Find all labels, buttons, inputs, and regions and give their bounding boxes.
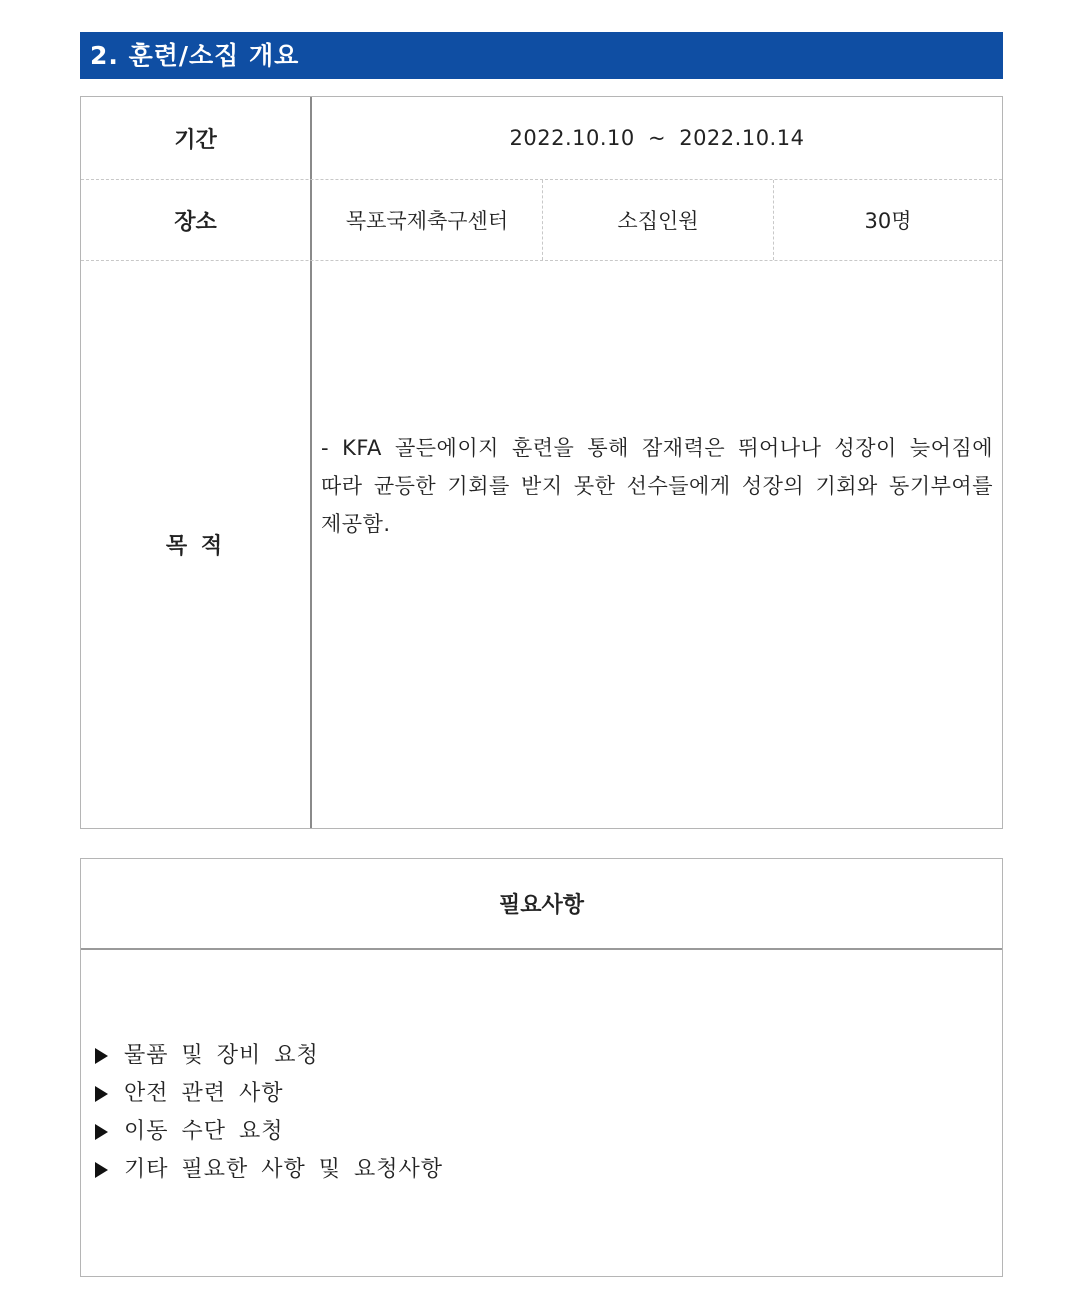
attendees-label: 소집인원 xyxy=(617,209,699,233)
purpose-label: 목 적 xyxy=(165,534,226,559)
requirements-list xyxy=(95,1037,443,1189)
requirements-title: 필요사항 xyxy=(81,859,1002,950)
overview-table xyxy=(80,96,1003,829)
location-label: 장소 xyxy=(174,209,217,235)
location-value: 목포국제축구센터 xyxy=(345,209,509,233)
list-item-label: 이동 수단 요청 xyxy=(124,1119,284,1144)
triangle-bullet-icon xyxy=(95,1162,108,1178)
purpose-text: - KFA 골든에이지 훈련을 통해 잠재력은 뛰어나나 성장이 늦어짐에 따라 균등한 기회를 받지 못한 선수들에게 성장의 기회와 동기부여를 제공함. xyxy=(321,436,993,536)
triangle-bullet-icon xyxy=(95,1086,108,1102)
period-value: 2022.10.10 ~ 2022.10.14 xyxy=(509,126,805,150)
list-item-label: 물품 및 장비 요청 xyxy=(124,1043,319,1068)
list-item xyxy=(95,1151,443,1189)
triangle-bullet-icon xyxy=(95,1124,108,1140)
section-title: 2. 훈련/소집 개요 xyxy=(80,32,1003,79)
list-item-label: 기타 필요한 사항 및 요청사항 xyxy=(124,1157,443,1182)
triangle-bullet-icon xyxy=(95,1048,108,1064)
attendees-value: 30명 xyxy=(864,209,912,233)
list-item xyxy=(95,1037,443,1075)
list-item xyxy=(95,1075,443,1113)
list-item xyxy=(95,1113,443,1151)
list-item-label: 안전 관련 사항 xyxy=(124,1081,284,1106)
period-label: 기간 xyxy=(174,127,217,153)
requirements-box xyxy=(80,858,1003,1277)
